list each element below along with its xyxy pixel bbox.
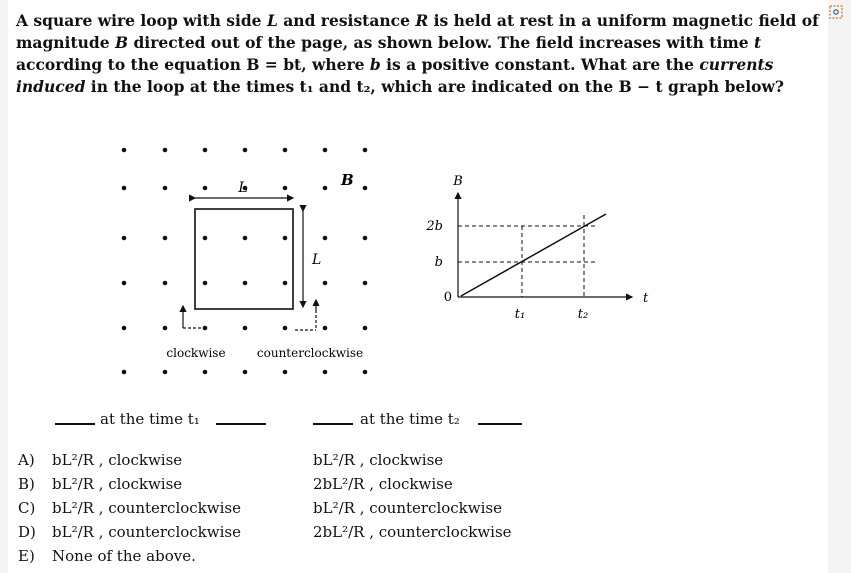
field-dot [243,236,248,241]
option-d-t2: 2bL²/R , counterclockwise [313,523,512,541]
field-dot [323,370,328,375]
tick-2b: 2b [426,219,443,234]
graph-axis-y-label: B [453,174,463,189]
field-dot [323,326,328,331]
field-dot [203,370,208,375]
tick-b: b [434,255,443,270]
field-dot [122,326,127,331]
field-dot [323,281,328,286]
field-dot [363,148,368,153]
field-dot [243,370,248,375]
header-time-t1: at the time t₁ [100,410,200,428]
option-e[interactable]: E) None of the above. [18,547,196,565]
field-dot [283,281,288,286]
header-time-t2: at the time t₂ [360,410,460,428]
field-dot [122,236,127,241]
question-text: A square wire loop with side L and resistance R is held at rest in a uniform magnetic field of magnitude B directed out of the page, as shown below. The field increases with time t according to the equation B = bt, where b is a positive constant. What are the currents induced in the loop at the times t₁ and t₂, which are indicated on the B − t graph below? [16,11,819,96]
option-b[interactable]: B) bL²/R , clockwise [18,475,183,493]
label-counterclockwise: counterclockwise [256,346,364,360]
wire-loop [195,209,293,309]
field-dot [163,236,168,241]
label-field-b: B [341,171,354,189]
graph-axis-x-label: t [643,291,649,306]
field-dot [163,186,168,191]
field-dot [122,148,127,153]
field-dot [323,148,328,153]
field-dot [363,326,368,331]
field-dot [122,186,127,191]
field-dot [363,186,368,191]
option-b-t2: 2bL²/R , clockwise [313,475,453,493]
field-dot [163,370,168,375]
tick-0: 0 [443,290,452,305]
label-side-top: L [238,180,248,196]
field-dot [363,236,368,241]
field-dot [203,148,208,153]
tick-t1: t₁ [514,307,526,322]
option-c[interactable]: C) bL²/R , counterclockwise [18,499,241,517]
label-clockwise: clockwise [166,346,226,360]
field-dot [203,236,208,241]
field-dot [122,370,127,375]
field-dot [323,236,328,241]
counterclockwise-symbol [295,300,316,330]
field-dot [363,281,368,286]
field-dot [283,370,288,375]
field-dot [203,281,208,286]
option-d[interactable]: D) bL²/R , counterclockwise [18,523,241,541]
field-dot [283,186,288,191]
option-c-t2: bL²/R , counterclockwise [313,499,502,517]
option-a[interactable]: A) bL²/R , clockwise [18,451,183,469]
tick-t2: t₂ [577,307,589,322]
field-dot [283,148,288,153]
field-dot [122,281,127,286]
field-dot [283,326,288,331]
field-dot [363,370,368,375]
field-dot [283,236,288,241]
label-side-right: L [312,252,322,268]
field-dot [243,148,248,153]
field-dot [163,281,168,286]
field-dot [163,148,168,153]
field-dot [243,326,248,331]
field-dot [203,186,208,191]
field-dot [323,186,328,191]
field-dot [163,326,168,331]
option-a-t2: bL²/R , clockwise [313,451,444,469]
field-dot [243,281,248,286]
b-t-graph [425,174,649,322]
